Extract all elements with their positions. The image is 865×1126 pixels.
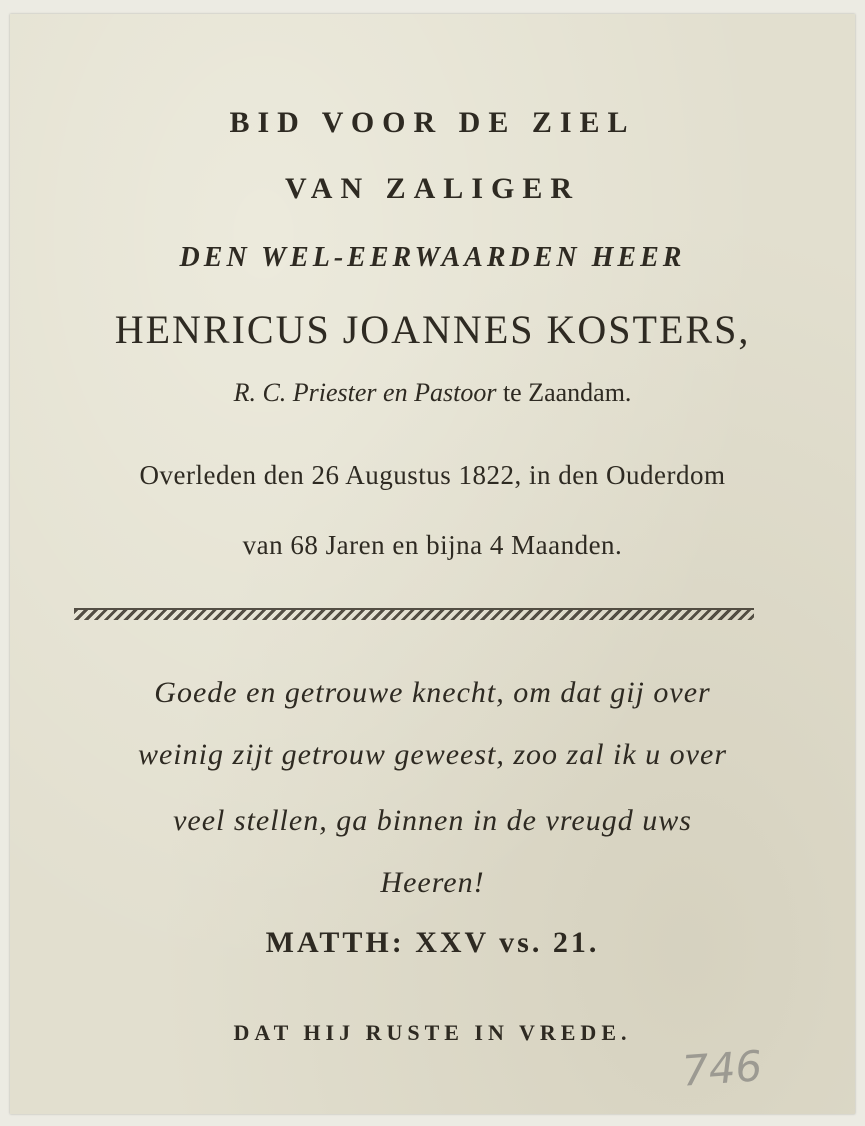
title-line: DEN WEL-EERWAARDEN HEER — [179, 242, 686, 273]
location-text: te Zaandam. — [496, 378, 632, 407]
age-line: van 68 Jaren en bijna 4 Maanden. — [242, 530, 623, 560]
scripture-reference: MATTH: XXV vs. 21. — [265, 926, 600, 959]
verse-line-4: Heeren! — [380, 866, 485, 899]
heading-line-1: BID VOOR DE ZIEL — [229, 106, 636, 139]
pencil-inventory-number: 746 — [680, 1041, 764, 1096]
verse-line-1: Goede en getrouwe knecht, om dat gij over — [154, 676, 711, 709]
deceased-name: HENRICUS JOANNES KOSTERS, — [114, 307, 751, 352]
heading-line-2: VAN ZALIGER — [285, 172, 580, 205]
verse-line-3: veel stellen, ga binnen in de vreugd uws — [173, 804, 692, 837]
memorial-card — [10, 14, 855, 1114]
closing-blessing: DAT HIJ RUSTE IN VREDE. — [233, 1020, 632, 1045]
death-date-line: Overleden den 26 Augustus 1822, in den Ouderdom — [139, 460, 726, 490]
profession-text: R. C. Priester en Pastoor — [233, 378, 497, 407]
verse-line-2: weinig zijt getrouw geweest, zoo zal ik u over — [137, 738, 727, 771]
ornamental-divider — [74, 608, 754, 620]
profession-line — [10, 378, 855, 408]
